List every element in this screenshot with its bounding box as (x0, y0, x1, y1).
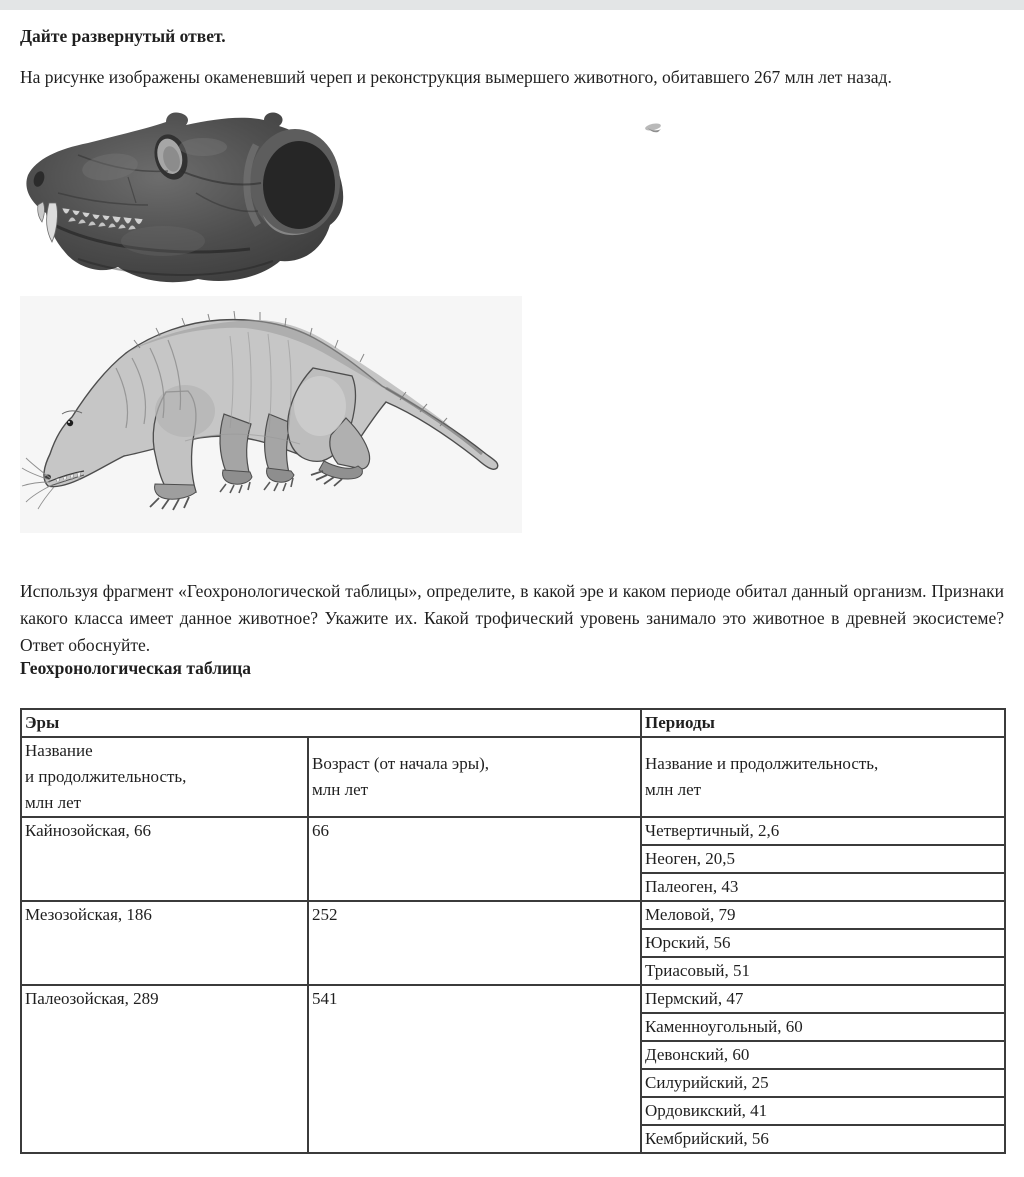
period-cell: Каменноугольный, 60 (641, 1013, 1005, 1041)
period-cell: Силурийский, 25 (641, 1069, 1005, 1097)
intro-text: На рисунке изображены окаменевший череп и реконструкция вымершего животного, обитавшего 267 млн лет назад. (20, 67, 892, 87)
table-title: Геохронологическая таблица (20, 658, 251, 678)
period-cell: Кембрийский, 56 (641, 1125, 1005, 1153)
era-age-cell-paleozoic: 541 (308, 985, 641, 1153)
small-artifact (642, 120, 666, 136)
period-cell: Триасовый, 51 (641, 957, 1005, 985)
fossil-skull-image (18, 109, 348, 289)
period-cell: Девонский, 60 (641, 1041, 1005, 1069)
era-age-cell-mesozoic: 252 (308, 901, 641, 985)
period-cell: Меловой, 79 (641, 901, 1005, 929)
table-header-periods: Периоды (641, 709, 1005, 737)
table-subheader-period-name: Название и продолжительность, млн лет (641, 737, 1005, 817)
period-cell: Неоген, 20,5 (641, 845, 1005, 873)
period-cell: Пермский, 47 (641, 985, 1005, 1013)
table-subheader-era-name: Название и продолжительность, млн лет (21, 737, 308, 817)
era-cell-mesozoic: Мезозойская, 186 (21, 901, 308, 985)
period-cell: Палеоген, 43 (641, 873, 1005, 901)
table-subheader-age: Возраст (от начала эры), млн лет (308, 737, 641, 817)
era-age-cell-cenozoic: 66 (308, 817, 641, 901)
task-text: Используя фрагмент «Геохронологической таблицы», определите, в какой эре и каком периоде обитал данный организм. Признаки какого класса имеет данное животное? Укажите их. Какой трофический уровень занимало это животное в древней экосистеме? Ответ обоснуйте. (20, 581, 1004, 655)
geochronological-table-wrap (20, 708, 1006, 1154)
top-strip (0, 0, 1024, 10)
geochronological-table (20, 708, 1006, 1154)
table-header-eras: Эры (21, 709, 641, 737)
animal-reconstruction-image (20, 296, 522, 533)
era-cell-paleozoic: Палеозойская, 289 (21, 985, 308, 1153)
question-prompt: Дайте развернутый ответ. (20, 26, 226, 46)
period-cell: Юрский, 56 (641, 929, 1005, 957)
period-cell: Четвертичный, 2,6 (641, 817, 1005, 845)
period-cell: Ордовикский, 41 (641, 1097, 1005, 1125)
era-cell-cenozoic: Кайнозойская, 66 (21, 817, 308, 901)
